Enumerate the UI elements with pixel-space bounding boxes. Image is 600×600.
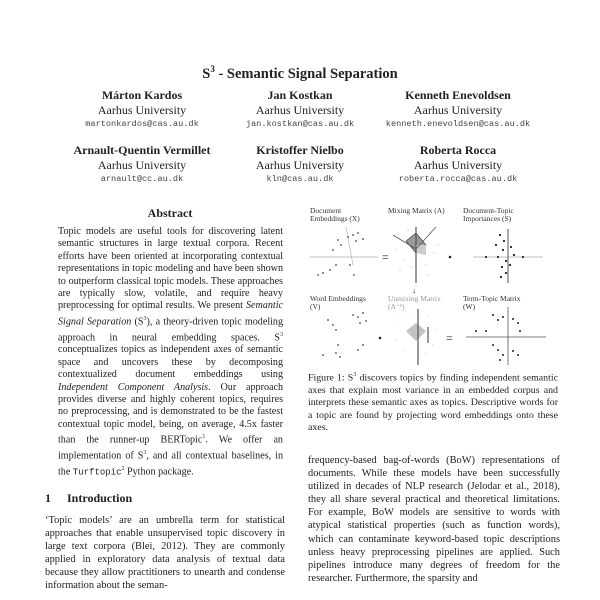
author-email[interactable]: arnault@cc.au.dk	[100, 174, 184, 184]
label-word-embeddings: Word Embeddings (V)	[310, 294, 366, 311]
figure-caption: Figure 1: $S^3$ discovers topics by finding independent semantic axes that explain most variance in an embedded corpus and interprets these semantic axes as topics. Descriptive words for a topic are found by projecting word embeddings onto these axes.	[308, 372, 558, 433]
svg-text:↓: ↓	[412, 286, 416, 295]
author-email[interactable]: kln@cas.au.dk	[266, 174, 334, 184]
introduction-text: ‘Topic models’ are an umbrella term for statistical approaches that enable unsupervised topic discovery in large text corpora (Blei, 2012). They are commonly applied in exploratory data analysis of textual data because they allow practitioners to unearth and condense information about the seman-	[45, 515, 285, 591]
author-name: Arnault-Quentin Vermillet	[73, 143, 211, 157]
author-block	[358, 143, 558, 187]
abstract-body: Topic models are useful tools for discovering latent semantic structures in large textual corpora. Recent efforts have been oriented at incorporating contextual representations in topic modeling and have been shown to outperform classical topic models. These approaches are typically slow, volatile, and require heavy preprocessing for optimal results. We present Semantic Signal Separation $(S^3)$, a theory-driven topic modeling approach in neural embedding spaces. $S^3$ conceptualizes topics as independent axes of semantic space and uncovers these by decomposing contextualized document embeddings using Independent Component Analysis. Our approach provides diverse and highly coherent topics, requires no preprocessing, and is demonstrated to be the fastest contextual topic model, being, on average, 4.5x faster than the runner-up BERTopic$^1$. We offer an implementation of $S^3$, and all contextual baselines, in the Turftopic$^2$ Python package.	[58, 226, 284, 478]
paper-title: $S^3$ - Semantic Signal Separation	[202, 64, 398, 82]
author-affiliation: Aarhus University	[413, 157, 503, 172]
abstract-heading: Abstract	[147, 206, 193, 220]
label-mixing-matrix: Mixing Matrix (A)	[388, 206, 445, 215]
author-email[interactable]: roberta.rocca@cas.au.dk	[398, 174, 518, 184]
svg-text:=: =	[446, 331, 453, 345]
author-name: Márton Kardos	[101, 88, 183, 102]
label-term-topic: Term-Topic Matrix (W)	[463, 294, 521, 311]
author-email[interactable]: martonkardos@cas.au.dk	[85, 119, 199, 129]
author-name: Kenneth Enevoldsen	[405, 88, 511, 102]
author-email[interactable]: kenneth.enevoldsen@cas.au.dk	[385, 119, 531, 129]
figure-1	[308, 205, 558, 367]
section-heading: 1 Introduction	[45, 491, 133, 505]
author-email[interactable]: jan.kostkan@cas.au.dk	[245, 119, 355, 129]
author-name: Roberta Rocca	[419, 143, 497, 157]
author-affiliation: Aarhus University	[97, 102, 187, 117]
label-document-embeddings: Document Embeddings (X)	[310, 206, 360, 223]
author-name: Jan Kostkan	[267, 88, 333, 102]
author-affiliation: Aarhus University	[97, 157, 187, 172]
right-column-text: frequency-based bag-of-words (BoW) representations of documents. While these models have been successfully utilized in decades of NLP research (Jelodar et al., 2018), they all share several practical and theoretical limitations. For example, BoW models are sensitive to words with atypical statistical properties (such as function words), which can contaminate keyword-based topic descriptions unless heavy preprocessing pipelines are applied. Such pipelines introduce many degrees of freedom for the researcher. Furthermore, the sparsity and	[308, 455, 560, 584]
author-name: Kristoffer Nielbo	[256, 143, 344, 157]
author-affiliation: Aarhus University	[255, 157, 345, 172]
label-document-topic: Document-Topic Importances (S)	[463, 206, 514, 223]
svg-text:=: =	[382, 250, 389, 264]
author-affiliation: Aarhus University	[413, 102, 503, 117]
author-affiliation: Aarhus University	[255, 102, 345, 117]
figure-diagram	[308, 205, 558, 367]
label-unmixing-matrix: Unmixing Matrix (A⁻¹)	[388, 294, 441, 311]
author-block	[358, 88, 558, 132]
